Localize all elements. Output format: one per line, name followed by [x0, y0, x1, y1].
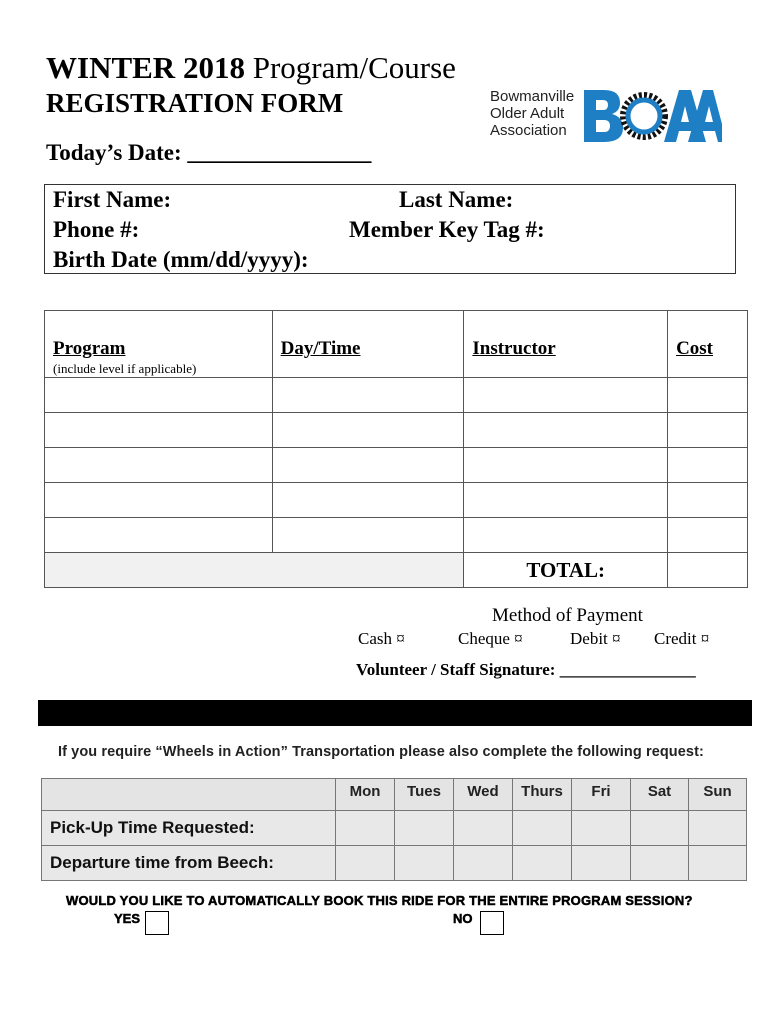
daytime-cell[interactable]	[272, 483, 464, 518]
program-header-cell	[45, 311, 273, 378]
schedule-corner-cell	[42, 779, 336, 811]
cost-cell[interactable]	[668, 413, 748, 448]
form-subtitle: REGISTRATION FORM	[46, 88, 344, 118]
departure-sat-cell[interactable]	[631, 846, 689, 881]
boaa-logo	[490, 84, 730, 148]
instructor-header-cell	[464, 311, 668, 378]
phone-field[interactable]: Phone #:	[53, 217, 140, 242]
total-row	[45, 553, 748, 588]
day-mon: Mon	[336, 779, 395, 811]
daytime-cell[interactable]	[272, 378, 464, 413]
logo-text	[490, 88, 574, 139]
program-table	[44, 310, 748, 588]
day-wed: Wed	[454, 779, 513, 811]
cost-header: Cost	[676, 338, 714, 359]
daytime-cell[interactable]	[272, 518, 464, 553]
instructor-cell[interactable]	[464, 378, 668, 413]
total-cost-cell[interactable]	[668, 553, 748, 588]
total-spacer-cell	[45, 553, 464, 588]
departure-tues-cell[interactable]	[395, 846, 454, 881]
participant-info-box	[44, 184, 736, 274]
transport-schedule-table	[41, 778, 747, 881]
program-cell[interactable]	[45, 483, 273, 518]
instructor-cell[interactable]	[464, 483, 668, 518]
boaa-logo-mark	[582, 84, 722, 148]
departure-sun-cell[interactable]	[689, 846, 747, 881]
last-name-field[interactable]: Last Name:	[399, 187, 514, 212]
cost-cell[interactable]	[668, 518, 748, 553]
form-title-bold: WINTER 2018	[46, 50, 245, 85]
form-title	[46, 50, 456, 86]
cost-header-cell	[668, 311, 748, 378]
yes-checkbox[interactable]	[145, 911, 169, 935]
day-sat: Sat	[631, 779, 689, 811]
day-thurs: Thurs	[513, 779, 572, 811]
payment-method-title: Method of Payment	[492, 605, 643, 626]
logo-line-3: Association	[490, 122, 567, 139]
payment-option-debit[interactable]: Debit ¤	[570, 629, 621, 648]
yes-label: YES	[114, 911, 141, 926]
departure-time-label: Departure time from Beech:	[42, 846, 336, 881]
logo-line-2: Older Adult	[490, 105, 565, 122]
pickup-sun-cell[interactable]	[689, 811, 747, 846]
cost-cell[interactable]	[668, 448, 748, 483]
pickup-fri-cell[interactable]	[572, 811, 631, 846]
day-sun: Sun	[689, 779, 747, 811]
departure-wed-cell[interactable]	[454, 846, 513, 881]
instructor-header: Instructor	[472, 338, 556, 359]
pickup-mon-cell[interactable]	[336, 811, 395, 846]
no-label: NO	[453, 911, 473, 926]
payment-option-cheque[interactable]: Cheque ¤	[458, 629, 523, 648]
program-table-header	[45, 311, 748, 378]
member-key-tag-field[interactable]: Member Key Tag #:	[349, 217, 545, 242]
staff-signature-field[interactable]: Volunteer / Staff Signature: ________________	[356, 660, 696, 679]
departure-mon-cell[interactable]	[336, 846, 395, 881]
daytime-header-cell	[272, 311, 464, 378]
program-cell[interactable]	[45, 413, 273, 448]
program-row	[45, 413, 748, 448]
section-divider-bar	[38, 700, 752, 726]
program-note: (include level if applicable)	[53, 361, 197, 376]
cost-cell[interactable]	[668, 378, 748, 413]
program-cell[interactable]	[45, 448, 273, 483]
pickup-time-row	[42, 811, 747, 846]
payment-option-cash[interactable]: Cash ¤	[358, 629, 405, 648]
first-name-field[interactable]: First Name:	[53, 187, 172, 212]
instructor-cell[interactable]	[464, 413, 668, 448]
program-header: Program	[53, 338, 126, 359]
daytime-header: Day/Time	[280, 338, 361, 359]
program-cell[interactable]	[45, 378, 273, 413]
day-tues: Tues	[395, 779, 454, 811]
todays-date-field[interactable]: Today’s Date: ________________	[46, 140, 372, 165]
program-row	[45, 448, 748, 483]
daytime-cell[interactable]	[272, 413, 464, 448]
no-checkbox[interactable]	[480, 911, 504, 935]
form-title-rest: Program/Course	[244, 50, 456, 85]
pickup-wed-cell[interactable]	[454, 811, 513, 846]
auto-book-question: WOULD YOU LIKE TO AUTOMATICALLY BOOK THIS RIDE FOR THE ENTIRE PROGRAM SESSION?	[66, 893, 693, 908]
pickup-sat-cell[interactable]	[631, 811, 689, 846]
program-row	[45, 483, 748, 518]
pickup-thurs-cell[interactable]	[513, 811, 572, 846]
logo-line-1: Bowmanville	[490, 88, 575, 105]
program-row	[45, 378, 748, 413]
birth-date-field[interactable]: Birth Date (mm/dd/yyyy):	[53, 247, 309, 272]
payment-option-credit[interactable]: Credit ¤	[654, 629, 710, 648]
pickup-tues-cell[interactable]	[395, 811, 454, 846]
schedule-days-row	[42, 779, 747, 811]
departure-fri-cell[interactable]	[572, 846, 631, 881]
cost-cell[interactable]	[668, 483, 748, 518]
transport-request-text: If you require “Wheels in Action” Transportation please also complete the following request:	[58, 744, 704, 760]
instructor-cell[interactable]	[464, 518, 668, 553]
departure-time-row	[42, 846, 747, 881]
program-row	[45, 518, 748, 553]
instructor-cell[interactable]	[464, 448, 668, 483]
daytime-cell[interactable]	[272, 448, 464, 483]
total-label: TOTAL:	[464, 553, 668, 588]
day-fri: Fri	[572, 779, 631, 811]
pickup-time-label: Pick-Up Time Requested:	[42, 811, 336, 846]
departure-thurs-cell[interactable]	[513, 846, 572, 881]
program-cell[interactable]	[45, 518, 273, 553]
